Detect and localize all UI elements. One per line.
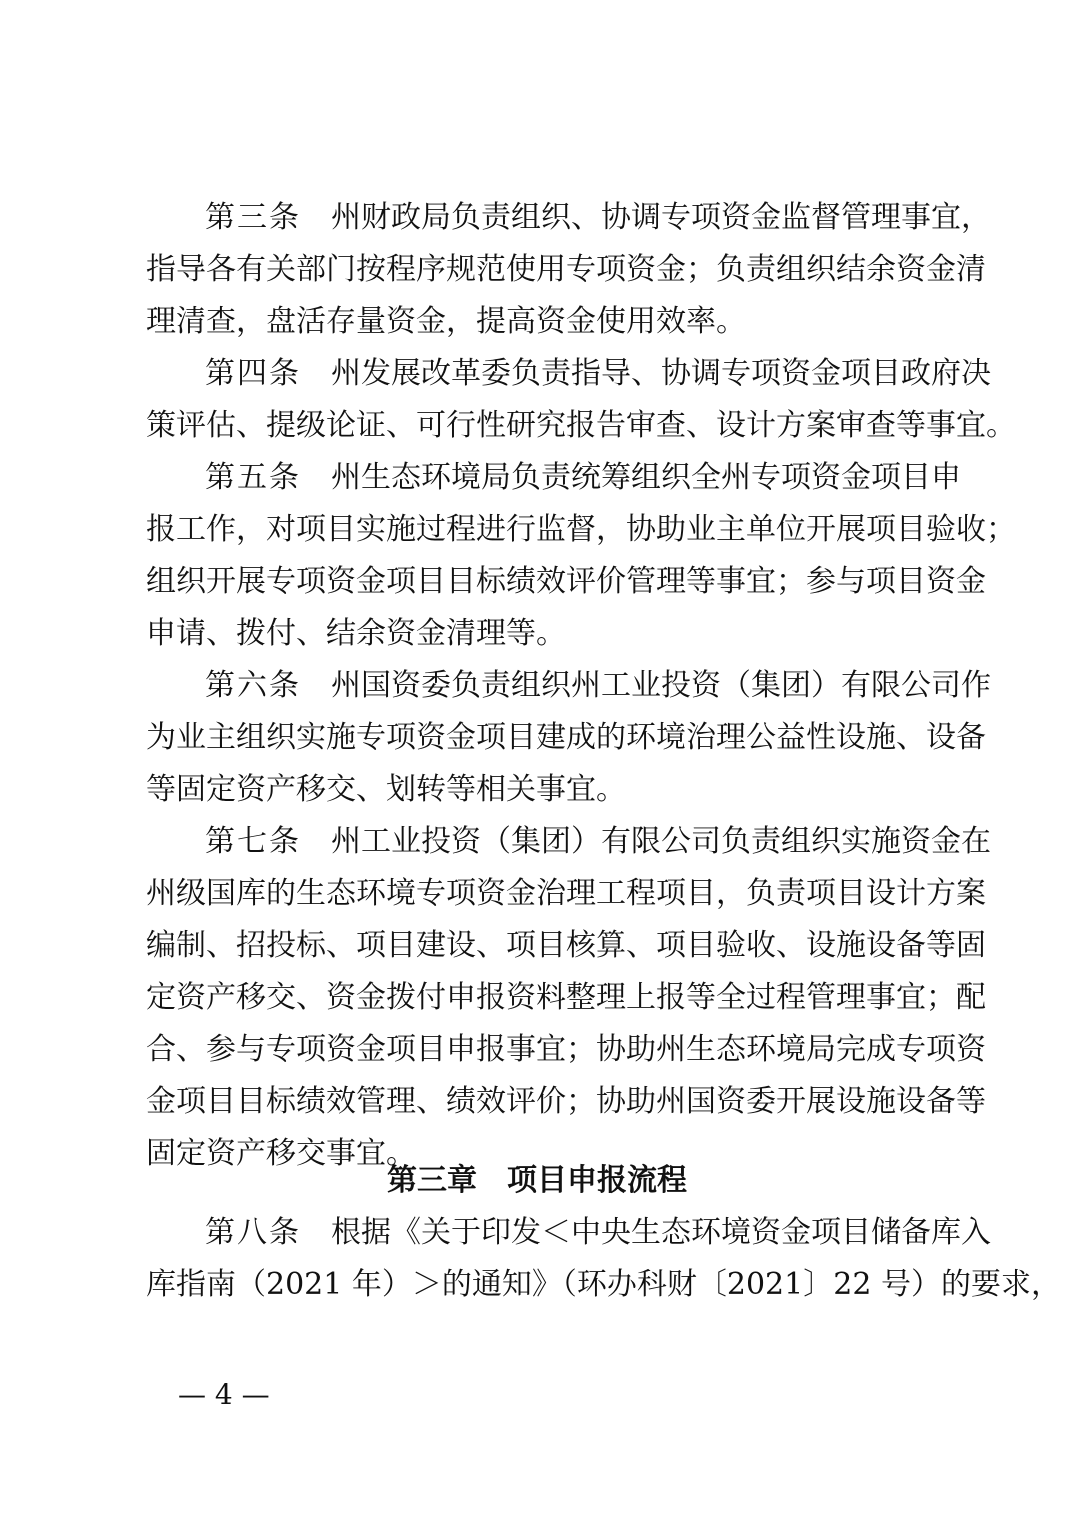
article-3-line-3: 理清查，盘活存量资金，提高资金使用效率。	[146, 304, 746, 339]
article-3-line-2: 指导各有关部门按程序规范使用专项资金；负责组织结余资金清	[146, 252, 986, 287]
article-7-line-2: 州级国库的生态环境专项资金治理工程项目，负责项目设计方案	[146, 876, 986, 911]
article-5-line-3: 组织开展专项资金项目目标绩效评价管理等事宜；参与项目资金	[146, 564, 986, 599]
article-4-line-1: 第四条 州发展改革委负责指导、协调专项资金项目政府决	[205, 356, 991, 391]
article-5-label: 第五条	[205, 460, 301, 495]
article-5-line-4: 申请、拨付、结余资金清理等。	[146, 616, 566, 651]
article-7-label: 第七条	[205, 824, 301, 859]
chapter-heading: 第三章 项目申报流程	[387, 1163, 687, 1198]
article-7-line-7: 固定资产移交事宜。	[146, 1136, 416, 1171]
article-3-line-1: 第三条 州财政局负责组织、协调专项资金监督管理事宜，	[205, 200, 991, 235]
article-6-label: 第六条	[205, 668, 301, 703]
article-6-line-2: 为业主组织实施专项资金项目建成的环境治理公益性设施、设备	[146, 720, 986, 755]
article-7-line-5: 合、参与专项资金项目申报事宜；协助州生态环境局完成专项资	[146, 1032, 986, 1067]
article-8-label: 第八条	[205, 1215, 301, 1250]
article-3-label: 第三条	[205, 200, 301, 235]
article-8-line-1: 第八条 根据《关于印发＜中央生态环境资金项目储备库入	[205, 1215, 991, 1250]
article-4-line-2: 策评估、提级论证、可行性研究报告审查、设计方案审查等事宜。	[146, 408, 1016, 443]
article-7-line-3: 编制、招投标、项目建设、项目核算、项目验收、设施设备等固	[146, 928, 986, 963]
article-7-line-1: 第七条 州工业投资（集团）有限公司负责组织实施资金在	[205, 824, 991, 859]
article-5-line-2: 报工作，对项目实施过程进行监督，协助业主单位开展项目验收；	[146, 512, 1016, 547]
page-number: — 4 —	[178, 1378, 270, 1411]
article-5-line-1: 第五条 州生态环境局负责统筹组织全州专项资金项目申	[205, 460, 961, 495]
article-7-line-6: 金项目目标绩效管理、绩效评价；协助州国资委开展设施设备等	[146, 1084, 986, 1119]
article-7-line-4: 定资产移交、资金拨付申报资料整理上报等全过程管理事宜；配	[146, 980, 986, 1015]
article-6-line-3: 等固定资产移交、划转等相关事宜。	[146, 772, 626, 807]
article-8-line-2: 库指南（2021 年）＞的通知》（环办科财〔2021〕22 号）的要求，	[146, 1267, 1061, 1302]
article-4-label: 第四条	[205, 356, 301, 391]
article-6-line-1: 第六条 州国资委负责组织州工业投资（集团）有限公司作	[205, 668, 991, 703]
